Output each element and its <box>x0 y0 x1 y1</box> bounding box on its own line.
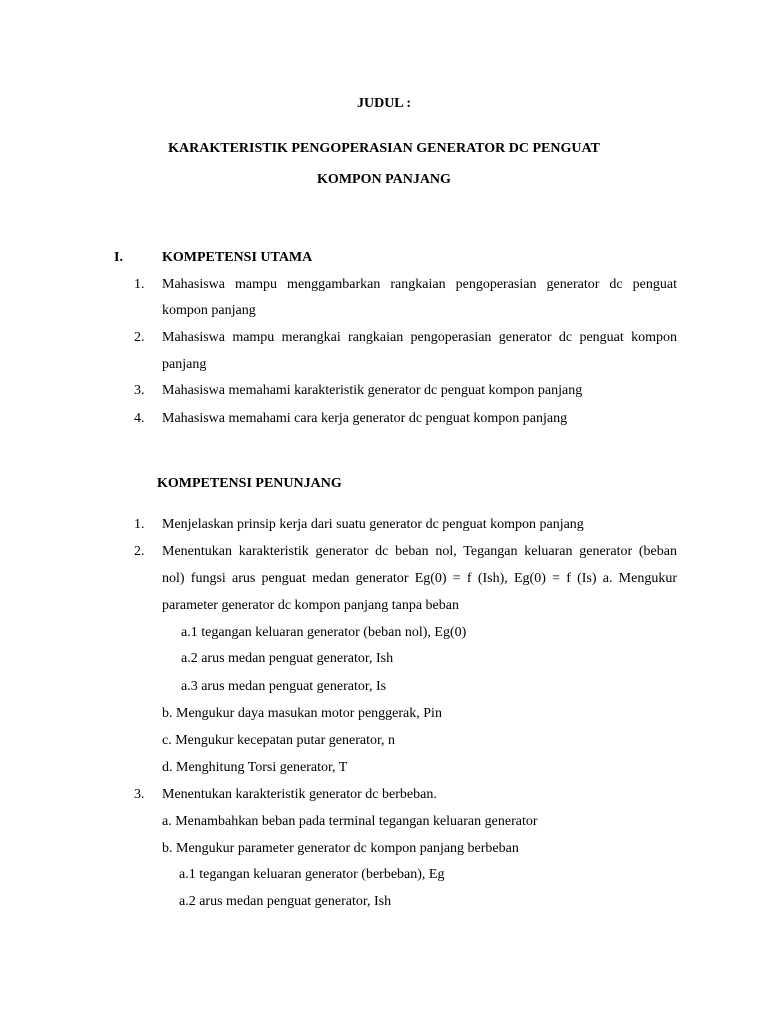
list-item-text: nol) fungsi arus penguat medan generator Eg(0) = f (Ish), Eg(0) = f (Is) a. Mengukur <box>162 571 677 586</box>
list-item-text: panjang <box>162 357 207 372</box>
list-item-number: 3. <box>134 787 145 802</box>
document-title-line-2: KOMPON PANJANG <box>317 172 451 187</box>
list-item-text: Mahasiswa memahami cara kerja generator dc penguat kompon panjang <box>162 411 568 426</box>
section-1-number: I. <box>114 250 123 265</box>
section-1-heading: KOMPETENSI UTAMA <box>162 250 313 265</box>
sub-item: a.3 arus medan penguat generator, Is <box>181 679 387 694</box>
list-item-number: 1. <box>134 517 145 532</box>
document-title-line-1: KARAKTERISTIK PENGOPERASIAN GENERATOR DC PENGUAT <box>168 141 600 156</box>
list-item-number: 1. <box>134 277 145 292</box>
sub-item: c. Mengukur kecepatan putar generator, n <box>162 733 396 748</box>
list-item-number: 3. <box>134 383 145 398</box>
list-item-text: kompon panjang <box>162 303 256 318</box>
list-item-number: 2. <box>134 330 145 345</box>
list-item-text: Mahasiswa memahami karakteristik generator dc penguat kompon panjang <box>162 383 583 398</box>
sub-item: a.1 tegangan keluaran generator (berbeban), Eg <box>179 867 445 882</box>
section-2-heading: KOMPETENSI PENUNJANG <box>157 476 342 491</box>
list-item-text: Mahasiswa mampu menggambarkan rangkaian pengoperasian generator dc penguat <box>162 277 677 292</box>
sub-item: a.2 arus medan penguat generator, Ish <box>181 651 394 666</box>
judul-label: JUDUL : <box>356 96 412 111</box>
sub-item: a. Menambahkan beban pada terminal tegangan keluaran generator <box>162 814 538 829</box>
list-item-text: Menentukan karakteristik generator dc berbeban. <box>162 787 437 802</box>
sub-item: b. Mengukur parameter generator dc kompon panjang berbeban <box>162 841 519 856</box>
sub-item: a.2 arus medan penguat generator, Ish <box>179 894 392 909</box>
list-item-text: Menentukan karakteristik generator dc beban nol, Tegangan keluaran generator (beban <box>162 544 677 559</box>
list-item-text: parameter generator dc kompon panjang tanpa beban <box>162 598 459 613</box>
list-item-text: Menjelaskan prinsip kerja dari suatu generator dc penguat kompon panjang <box>162 517 584 532</box>
sub-item: d. Menghitung Torsi generator, T <box>162 760 348 775</box>
list-item-number: 2. <box>134 544 145 559</box>
sub-item: a.1 tegangan keluaran generator (beban nol), Eg(0) <box>181 625 467 640</box>
sub-item: b. Mengukur daya masukan motor penggerak, Pin <box>162 706 442 721</box>
list-item-text: Mahasiswa mampu merangkai rangkaian pengoperasian generator dc penguat kompon <box>162 330 677 345</box>
list-item-number: 4. <box>134 411 145 426</box>
